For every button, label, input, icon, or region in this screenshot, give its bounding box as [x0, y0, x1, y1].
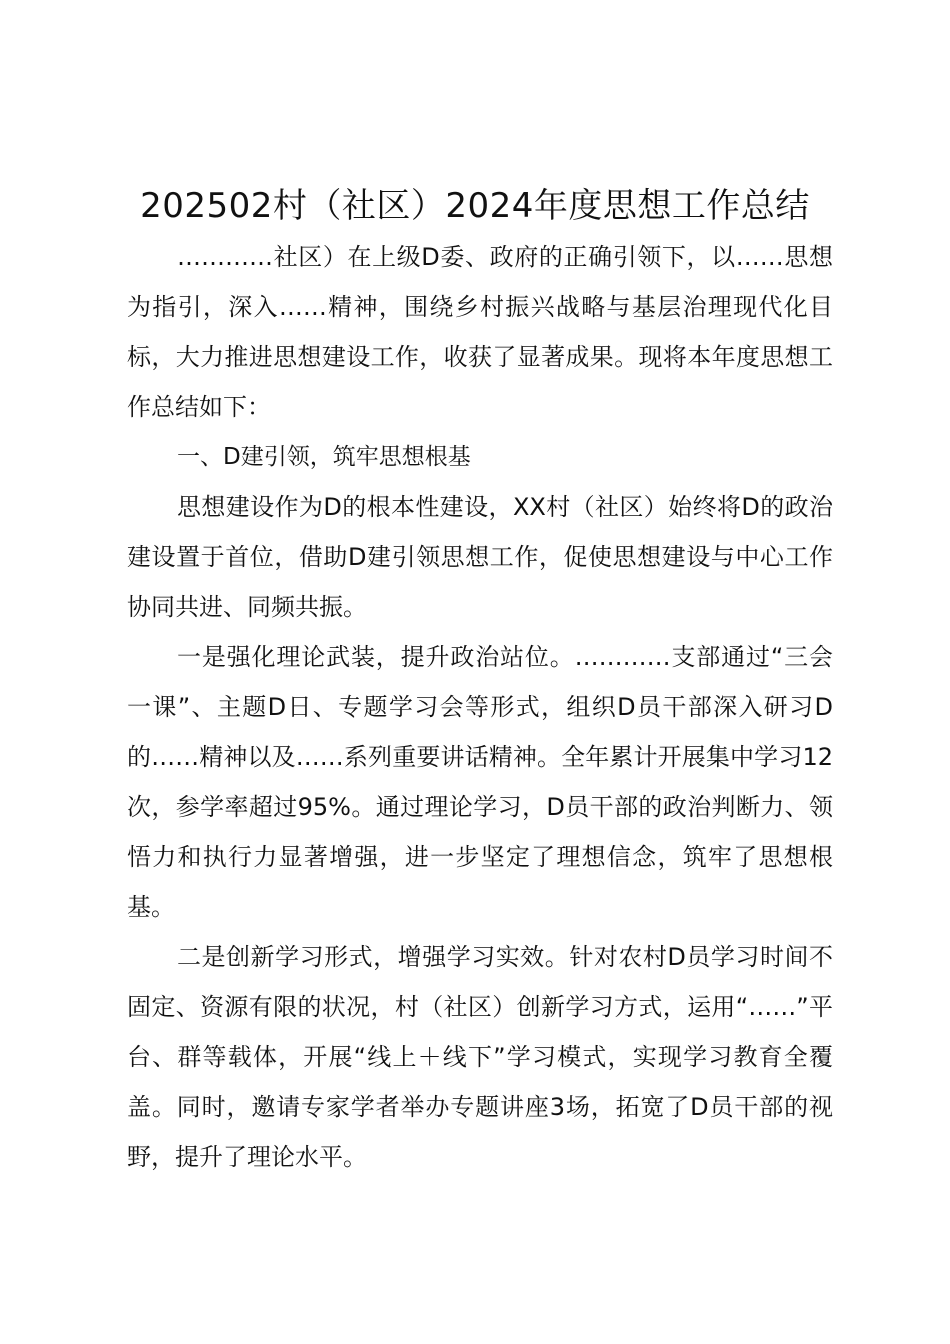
document-title: 202502村（社区）2024年度思想工作总结	[140, 186, 810, 226]
section-heading: 一、D建引领，筑牢思想根基	[177, 444, 471, 470]
point-one-paragraph: 一是强化理论武装，提升政治站位。…………支部通过“三会一课”、主题D日、专题学习会等形式，组织D员干部深入研习D的……精神以及……系列重要讲话精神。全年累计开展集中学习12次，参学率超过95%。通过理论学习，D员干部的政治判断力、领悟力和执行力显著增强，进一步坚定了理想信念，筑牢了思想根基。	[127, 643, 833, 921]
intro-paragraph: …………社区）在上级D委、政府的正确引领下，以……思想为指引，深入……精神，围绕乡村振兴战略与基层治理现代化目标，大力推进思想建设工作，收获了显著成果。现将本年度思想工作总结如下：	[127, 243, 833, 421]
point-two-paragraph: 二是创新学习形式，增强学习实效。针对农村D员学习时间不固定、资源有限的状况，村（社区）创新学习方式，运用“……”平台、群等载体，开展“线上＋线下”学习模式，实现学习教育全覆盖。同时，邀请专家学者举办专题讲座3场，拓宽了D员干部的视野，提升了理论水平。	[127, 943, 833, 1171]
document-body	[127, 232, 833, 1182]
section-paragraph: 思想建设作为D的根本性建设，XX村（社区）始终将D的政治建设置于首位，借助D建引领思想工作，促使思想建设与中心工作协同共进、同频共振。	[127, 493, 833, 621]
